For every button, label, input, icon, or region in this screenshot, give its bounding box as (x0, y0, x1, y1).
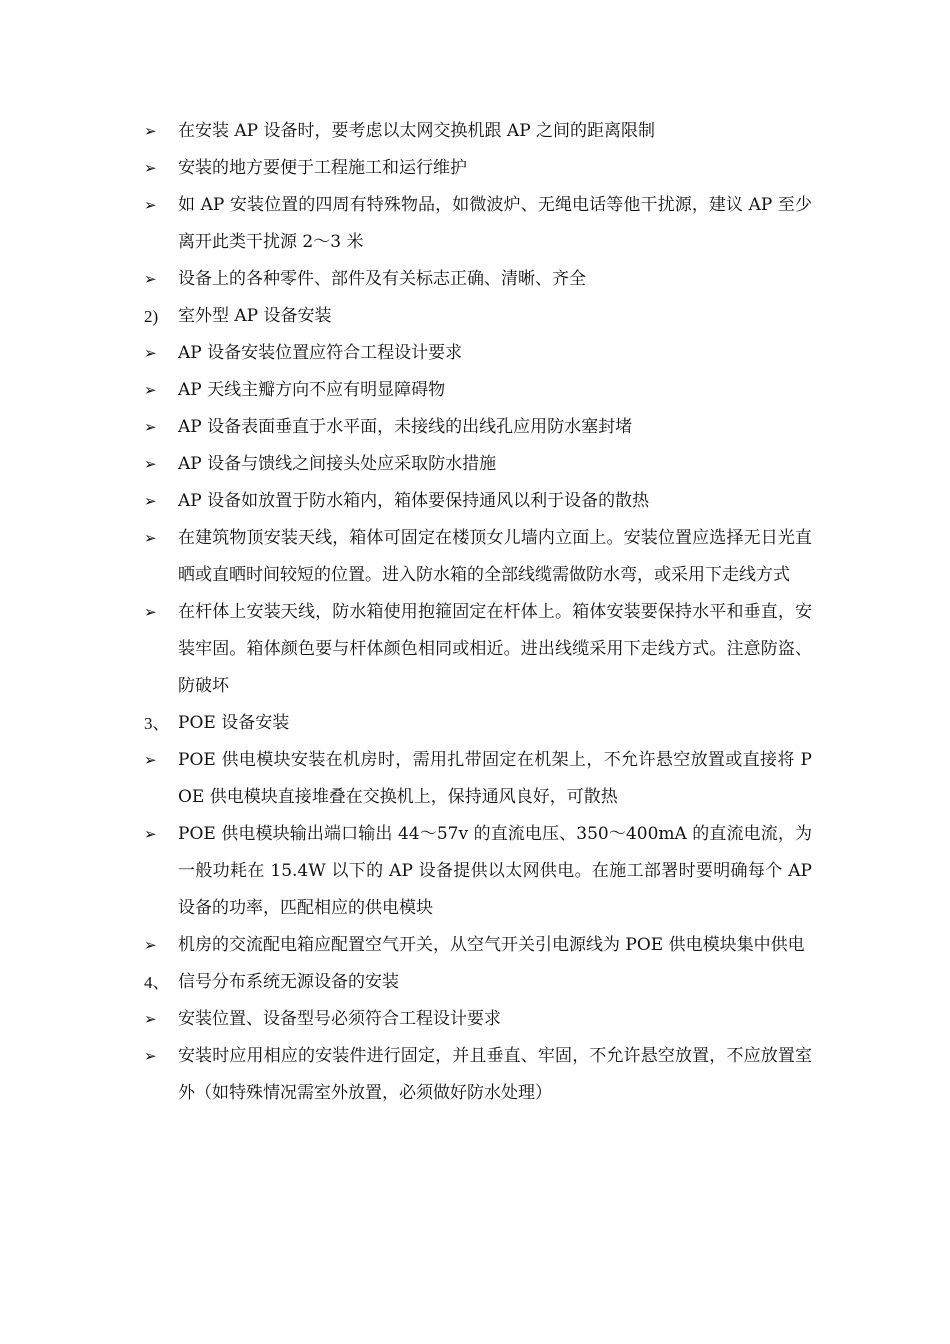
section-heading-text: POE 设备安装 (178, 713, 290, 733)
bullet-arrow-icon: ➢ (144, 196, 157, 214)
list-item-text: AP 天线主瓣方向不应有明显障碍物 (178, 380, 446, 400)
list-item-text: 在建筑物顶安装天线，箱体可固定在楼顶女儿墙内立面上。安装位置应选择无日光直晒或直晒时间较短的位置。进入防水箱的全部线缆需做防水弯，或采用下走线方式 (178, 528, 812, 585)
bullet-arrow-icon: ➢ (144, 492, 157, 510)
bullet-arrow-icon: ➢ (144, 159, 157, 177)
list-item-text: 在杆体上安装天线，防水箱使用抱箍固定在杆体上。箱体安装要保持水平和垂直，安装牢固。箱体颜色要与杆体颜色相同或相近。进出线缆采用下走线方式。注意防盗、防破坏 (178, 602, 812, 696)
section-number: 4、 (144, 973, 170, 992)
list-item (140, 1038, 812, 1112)
list-item (140, 335, 812, 372)
list-item-text: 机房的交流配电箱应配置空气开关，从空气开关引电源线为 POE 供电模块集中供电 (178, 935, 805, 955)
bullet-arrow-icon: ➢ (144, 270, 157, 288)
list-item-text: AP 设备安装位置应符合工程设计要求 (178, 343, 463, 363)
list-item-text: 如 AP 安装位置的四周有特殊物品，如微波炉、无绳电话等他干扰源，建议 AP 至少离开此类干扰源 2～3 米 (178, 195, 812, 252)
list-item-text: 安装的地方要便于工程施工和运行维护 (178, 158, 467, 178)
list-item-text: 设备上的各种零件、部件及有关标志正确、清晰、齐全 (178, 269, 586, 289)
list-item-text: 安装位置、设备型号必须符合工程设计要求 (178, 1009, 501, 1029)
list-item (140, 187, 812, 261)
bullet-arrow-icon: ➢ (144, 1047, 157, 1065)
list-item-text: POE 供电模块输出端口输出 44～57v 的直流电压、350～400mA 的直流电流，为一般功耗在 15.4W 以下的 AP 设备提供以太网供电。在施工部署时要明确每个 AP 设备的功率，匹配相应的供电模块 (178, 824, 812, 918)
list-item (140, 520, 812, 594)
bullet-arrow-icon: ➢ (144, 936, 157, 954)
bullet-arrow-icon: ➢ (144, 418, 157, 436)
section-heading (140, 705, 812, 742)
list-item-text: 在安装 AP 设备时，要考虑以太网交换机跟 AP 之间的距离限制 (178, 121, 656, 141)
list-item (140, 483, 812, 520)
list-item-text: POE 供电模块安装在机房时，需用扎带固定在机架上，不允许悬空放置或直接将 POE 供电模块直接堆叠在交换机上，保持通风良好，可散热 (178, 750, 812, 807)
bullet-arrow-icon: ➢ (144, 1010, 157, 1028)
bullet-arrow-icon: ➢ (144, 603, 157, 621)
bullet-arrow-icon: ➢ (144, 455, 157, 473)
list-item (140, 1001, 812, 1038)
list-item (140, 594, 812, 705)
list-item-text: 安装时应用相应的安装件进行固定，并且垂直、牢固，不允许悬空放置，不应放置室外（如特殊情况需室外放置，必须做好防水处理） (178, 1046, 812, 1103)
bullet-arrow-icon: ➢ (144, 825, 157, 843)
bullet-arrow-icon: ➢ (144, 751, 157, 769)
bullet-arrow-icon: ➢ (144, 122, 157, 140)
list-item (140, 372, 812, 409)
bullet-arrow-icon: ➢ (144, 381, 157, 399)
section-heading (140, 964, 812, 1001)
section-number: 3、 (144, 714, 170, 733)
list-item (140, 816, 812, 927)
list-item (140, 113, 812, 150)
list-item (140, 742, 812, 816)
list-item-text: AP 设备如放置于防水箱内，箱体要保持通风以利于设备的散热 (178, 491, 650, 511)
section-heading-text: 信号分布系统无源设备的安装 (178, 972, 399, 992)
section-number: 2) (144, 307, 159, 326)
list-item (140, 261, 812, 298)
list-item (140, 150, 812, 187)
list-item-text: AP 设备表面垂直于水平面，未接线的出线孔应用防水塞封堵 (178, 417, 633, 437)
list-item (140, 927, 812, 964)
section-heading-text: 室外型 AP 设备安装 (178, 306, 332, 326)
list-item (140, 446, 812, 483)
document-body (140, 113, 812, 1112)
list-item-text: AP 设备与馈线之间接头处应采取防水措施 (178, 454, 497, 474)
list-item (140, 409, 812, 446)
bullet-arrow-icon: ➢ (144, 344, 157, 362)
section-heading (140, 298, 812, 335)
bullet-arrow-icon: ➢ (144, 529, 157, 547)
